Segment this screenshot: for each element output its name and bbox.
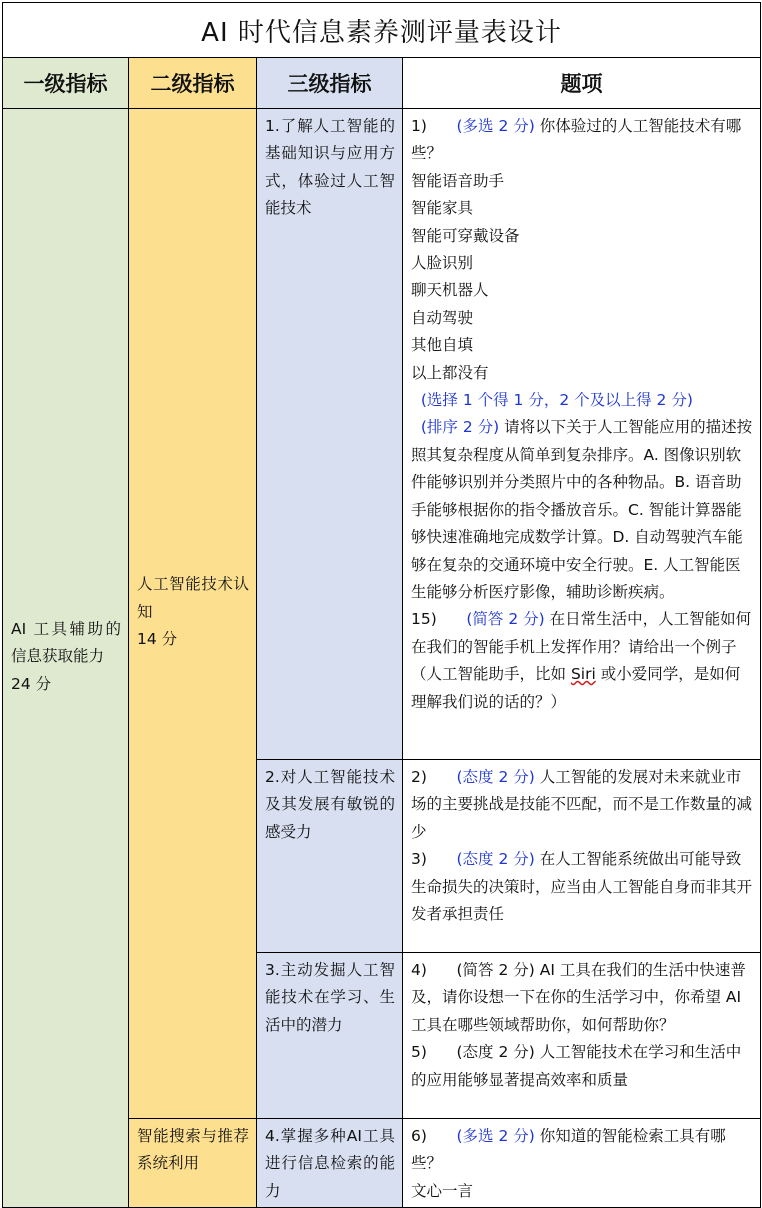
q1-option: 人脸识别 (411, 254, 474, 273)
q-sort-tag: (排序 2 分) (420, 418, 500, 437)
q2-number: 2) (411, 768, 427, 786)
level3-cell-4 (257, 1119, 403, 1208)
q5-tag: (态度 2 分) (456, 1043, 535, 1062)
level1-text: AI 工具辅助的信息获取能力 (11, 620, 121, 666)
q3-number: 3) (411, 850, 427, 869)
header-level3: 三级指标 (257, 58, 403, 109)
level3-text-4: 4.掌握多种AI工具进行信息检索的能力 (265, 1127, 395, 1200)
q5-number: 5) (411, 1043, 427, 1062)
header-level1: 一级指标 (3, 58, 129, 109)
q1-scoring-rule: (选择 1 个得 1 分，2 个及以上得 2 分) (420, 391, 693, 410)
items-cell-3 (403, 953, 761, 1119)
level2-score: 14 分 (137, 630, 178, 649)
level1-score: 24 分 (11, 674, 52, 693)
q15-siri: Siri (570, 665, 596, 684)
level3-cell-3 (257, 953, 403, 1119)
q6-text: 你知道的智能检索工具有哪些？ (411, 1127, 726, 1173)
q-sort-text: 请将以下关于人工智能应用的描述按照其复杂程度从简单到复杂排序。A. 图像识别软件能够识别并分类照片中的各种物品。B. 语音助手能够根据你的指令播放音乐。C. 智能计算器能够快速准确地完成数学计算。D. 自动驾驶汽车能够在复杂的交通环境中安全行驶。E. 人工智能医生能够分析医疗影像，辅助诊断疾病。 (411, 418, 753, 601)
items-cell-2 (403, 760, 761, 953)
level3-cell-1 (257, 109, 403, 760)
header-items: 题项 (403, 58, 761, 109)
q15-text-after: 或小爱同学，是如何理解我们说的话的？） (411, 665, 741, 711)
q15-tag: (简答 2 分) (466, 610, 545, 629)
q1-option: 其他自填 (411, 336, 474, 355)
q1-option: 聊天机器人 (411, 281, 489, 300)
q15-text-before: 在日常生活中，人工智能如何在我们的智能手机上发挥作用？请给出一个例子（人工智能助手，比如 (411, 610, 752, 684)
q15-number: 15) (411, 610, 437, 629)
q4-number: 4) (411, 961, 427, 979)
q4-tag: (简答 2 分) (456, 961, 535, 979)
items-cell-4 (403, 1119, 761, 1208)
q1-tag: (多选 2 分) (456, 117, 535, 135)
level2-text: 人工智能技术认知 (137, 575, 249, 621)
q1-option: 智能语音助手 (411, 171, 505, 190)
level3-text-2: 2.对人工智能技术及其发展有敏锐的感受力 (265, 768, 395, 841)
table-title: AI 时代信息素养测评量表设计 (3, 3, 761, 58)
q3-text: 在人工智能系统做出可能导致生命损失的决策时，应当由人工智能自身而非其开发者承担责任 (411, 850, 753, 924)
q1-number: 1) (411, 117, 427, 135)
items-cell-1 (403, 109, 761, 760)
q1-option: 自动驾驶 (411, 308, 474, 327)
q1-option: 智能可穿戴设备 (411, 226, 520, 245)
q2-tag: (态度 2 分) (456, 768, 535, 786)
q1-option: 以上都没有 (411, 363, 489, 382)
header-level2: 二级指标 (129, 58, 257, 109)
level3-text-1: 1.了解人工智能的基础知识与应用方式，体验过人工智能技术 (265, 117, 395, 218)
q3-tag: (态度 2 分) (456, 850, 535, 869)
q5-text: 人工智能技术在学习和生活中的应用能够显著提高效率和质量 (411, 1043, 742, 1089)
q6-tag: (多选 2 分) (456, 1127, 535, 1145)
level3-cell-2 (257, 760, 403, 953)
q6-number: 6) (411, 1127, 427, 1145)
level2-cell-smart-search (129, 1119, 257, 1208)
level2-text-2: 智能搜索与推荐系统利用 (137, 1127, 249, 1173)
assessment-table (2, 2, 761, 1208)
level1-cell (3, 109, 129, 1208)
level2-cell-ai-cognition (129, 109, 257, 1119)
q4-text: AI 工具在我们的生活中快速普及，请你设想一下在你的生活学习中，你希望 AI 工具在哪些领域帮助你，如何帮助你？ (411, 961, 746, 1034)
q6-option: 文心一言 (411, 1181, 474, 1200)
q1-text: 你体验过的人工智能技术有哪些？ (411, 117, 742, 163)
q1-option: 智能家具 (411, 199, 474, 218)
level3-text-3: 3.主动发掘人工智能技术在学习、生活中的潜力 (265, 961, 395, 1034)
q2-text: 人工智能的发展对未来就业市场的主要挑战是技能不匹配，而不是工作数量的减少 (411, 768, 753, 841)
